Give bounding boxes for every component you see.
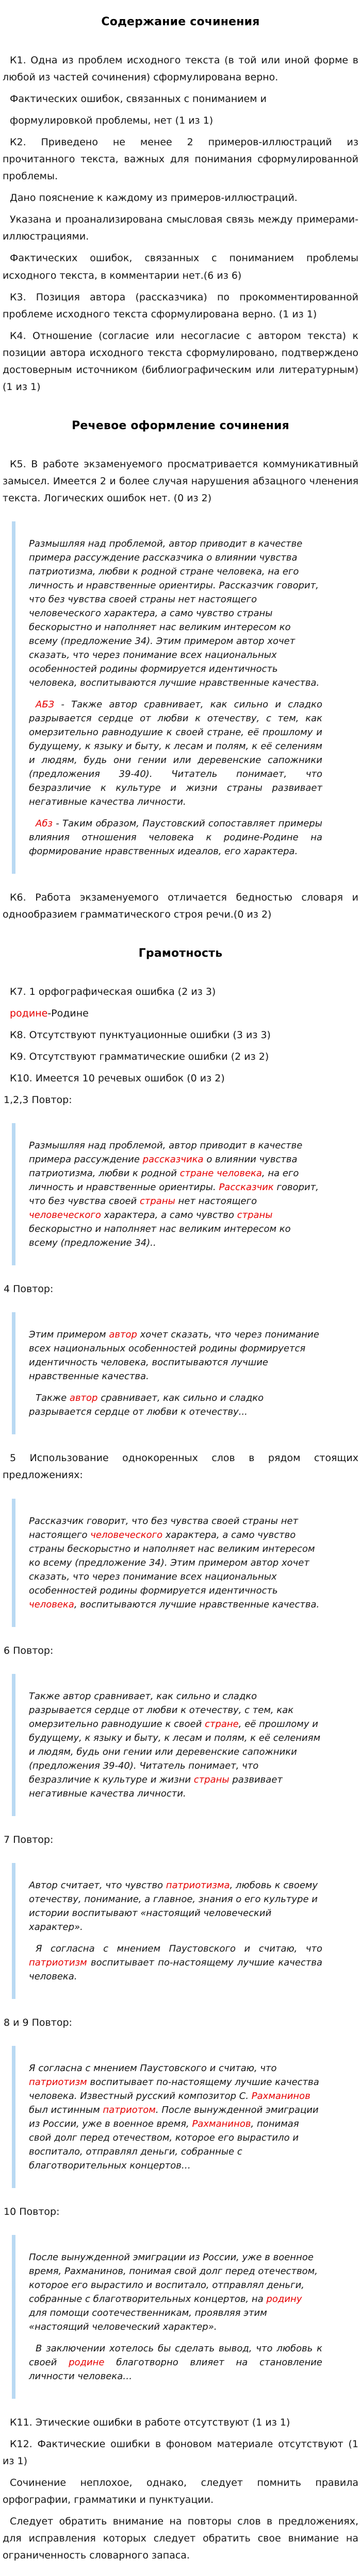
text-run: Размышляя над проблемой, автор приводит в качестве примера рассуждение рассказчика о влиянии чувства патриотизма, любви к родной стране человека, на его личность и нравственные ориентиры. Рассказчик говорит, что без чувства своей страны нет настоящего человеческого характера, а само чувство страны бескорыстно и наполняет нас великим интересом ко всему (предложение 34). Этим примером автор хочет сказать, что через понимание всех национальных особенностей родины формируется идентичность человека, воспитываются лучшие нравственные качества.: [29, 538, 320, 688]
section-heading: Содержание сочинения: [101, 15, 260, 28]
quote-paragraph: [29, 1689, 322, 1801]
paragraph: Фактических ошибок, связанных с пониманием проблемы исходного текста, в комментарии нет.(6 из 6): [3, 252, 358, 281]
paragraph: [3, 1005, 358, 1022]
text-run: Также автор сравнивает, как сильно и сладко разрывается сердце от любви к отечеству, с тем, как омерзительно равнодушие к своей: [29, 1690, 294, 1730]
error-highlight: родине: [10, 1008, 48, 1020]
error-highlight: страны: [139, 1196, 175, 1207]
text-run: , её прошлому и будущему, к языку и быту, к лесам и полям, к её селениям и людям, будь они гении или деревенские сапожники (предложения 39-40). Читатель понимает, что безразличие к культуре и жизни: [29, 1718, 321, 1785]
error-highlight: Рахманинов: [251, 2090, 310, 2102]
quote-block: [12, 1499, 327, 1627]
error-highlight: родину: [266, 2293, 302, 2304]
quote-paragraph: [29, 698, 322, 809]
text-run: бескорыстно и наполняет нас великим интересом ко всему (предложение 34)..: [29, 1224, 291, 1249]
text-run: Рассказчик говорит, что без чувства своей страны нет настоящего: [29, 1515, 299, 1540]
quote-block: [12, 1312, 327, 1434]
error-highlight: АБЗ: [36, 699, 55, 710]
paragraph: К2. Приведено не менее 2 примеров-иллюстраций из прочитанного текста, важных для понимания сформулированной проблемы.: [3, 137, 358, 182]
text-run: , на его личность и нравственные ориентиры.: [29, 1168, 299, 1193]
text-run: Также: [36, 1393, 70, 1404]
section-heading: Речевое оформление сочинения: [72, 419, 289, 432]
quote-block: [12, 2046, 327, 2188]
text-run: характера, а само чувство: [101, 1210, 237, 1221]
text-run: , любовь к своему отечеству, понимание, а главное, знания о его культуре и истории воспитывают «настоящий человеческий характер».: [29, 1879, 318, 1933]
quote-paragraph: [29, 537, 322, 690]
text-run: -Родине: [47, 1008, 89, 1020]
error-highlight: патриотизм: [29, 1957, 87, 1968]
text-run: воспитывает по-настоящему лучшие качества человека. Известный русский композитор С.: [29, 2076, 319, 2102]
quote-block: [12, 1674, 327, 1816]
text-run: , воспитываются лучшие нравственные качества.: [74, 1599, 320, 1610]
text-run: , понимая свой долг перед отечеством, которое его вырастило и воспитало, отправлял деньги, собранные с благотворительных концертов…: [29, 2118, 299, 2171]
quote-block: [12, 1863, 327, 1999]
text-run: . После вынужденной эмиграции из России, уже в военное время,: [29, 2104, 319, 2129]
text-run: говорит, что без чувства своей: [29, 1182, 319, 1207]
text-run: сравнивает, как сильно и сладко разрывается сердце от любви к отечеству...: [29, 1393, 264, 1418]
text-run: был истинным: [29, 2104, 103, 2115]
error-highlight: патриотом: [103, 2104, 156, 2115]
quote-block: [12, 521, 327, 874]
quote-block: [12, 2235, 327, 2399]
error-highlight: страны: [193, 1774, 229, 1785]
paragraph: К10. Имеется 10 речевых ошибок (0 из 2): [10, 1073, 225, 1084]
section-heading: Грамотность: [138, 947, 223, 960]
paragraph: К12. Фактические ошибки в фоновом материале отсутствуют (1 из 1): [3, 2438, 358, 2467]
error-highlight: Рассказчик: [219, 1182, 274, 1193]
text-run: - Также автор сравнивает, как сильно и сладко разрывается сердце от любви к отечеству, с тем, как омерзительно равнодушие к своей стране, её прошлому и будущему, к языку и быту, к лесам и полям, к её селениям и людям, будь они гении или деревенские сапожники (предложения 39-40). Читатель понимает, что безразличие к культуре и жизни страны развивает негативные качества личности.: [29, 699, 322, 807]
error-highlight: автор: [69, 1393, 98, 1404]
paragraph: К6. Работа экзаменуемого отличается бедностью словаря и однообразием грамматического строя речи.(0 из 2): [3, 891, 358, 921]
error-highlight: страны: [237, 1210, 273, 1221]
text-run: характера, а само чувство страны бескорыстно и наполняет нас великим интересом ко всему (предложение 34). Этим примером автор хочет сказать, что через понимание всех национальных особенностей родины формируется идентичность: [29, 1529, 315, 1596]
text-run: воспитывает по-настоящему лучшие качества человека.: [29, 1957, 322, 1982]
paragraph: К8. Отсутствуют пунктуационные ошибки (3 из 3): [10, 1029, 271, 1041]
text-run: о влиянии чувства патриотизма, любви к родной: [29, 1154, 298, 1179]
text-run: нет настоящего: [175, 1196, 257, 1207]
quote-paragraph: [29, 1391, 322, 1419]
paragraph: К1. Одна из проблем исходного текста (в той или иной форме в любой из частей сочинения) сформулирована верно.: [3, 55, 358, 83]
text-run: благотворно влияет на становление личности человека…: [29, 2357, 322, 2382]
repeat-label: 6 Повтор:: [4, 1645, 54, 1656]
repeat-label: 10 Повтор:: [4, 2206, 60, 2217]
text-run: После вынужденной эмиграции из России, уже в военное время, Рахманинов, понимая свой долг перед отечеством, которое его вырастило и воспитало, отправлял деньги, собранные с благотворительных концертов, на: [29, 2251, 318, 2304]
text-run: Этим примером: [29, 1329, 109, 1341]
text-run: - Таким образом, Паустовский сопоставляет примеры влияния отношения человека к родине-Родине на формирование нравственных идеалов, его характера.: [29, 818, 322, 857]
paragraph: К5. В работе экзаменуемого просматривается коммуникативный замысел. Имеется 2 и более случая нарушения абзацного членения текста. Логических ошибок нет. (0 из 2): [3, 458, 358, 504]
error-highlight: автор: [109, 1329, 137, 1341]
paragraph: Следует обратить внимание на повторы слов в предложениях, для исправления которых следует обратить свое внимание на ограниченность словарного запаса.: [3, 2515, 358, 2562]
paragraph: Дано пояснение к каждому из примеров-иллюстраций.: [10, 192, 298, 204]
quote-paragraph: [29, 2061, 322, 2173]
quote-paragraph: [29, 1878, 322, 1934]
paragraph: 5 Использование однокоренных слов в рядом стоящих предложениях:: [3, 1452, 358, 1481]
text-run: развивает негативные качества личности.: [29, 1774, 283, 1799]
error-highlight: родине: [69, 2357, 105, 2368]
repeat-label: 1,2,3 Повтор:: [4, 1094, 72, 1106]
quote-paragraph: [29, 1514, 322, 1612]
paragraph: Указана и проанализирована смысловая связь между примерами-иллюстрациями.: [3, 214, 358, 243]
paragraph: К3. Позиция автора (рассказчика) по прокомментированной проблеме исходного текста сформулирована верно. (1 из 1): [3, 291, 358, 320]
repeat-label: 7 Повтор:: [4, 1834, 54, 1845]
paragraph: формулировкой проблемы, нет (1 из 1): [10, 115, 214, 127]
text-run: Я согласна с мнением Паустовского и считаю, что: [36, 1943, 322, 1954]
error-highlight: Абз: [36, 818, 53, 829]
paragraph: К9. Отсутствуют грамматические ошибки (2 из 2): [10, 1051, 269, 1063]
paragraph: Сочинение неплохое, однако, следует помнить правила орфографии, грамматики и пунктуации.: [3, 2477, 358, 2505]
error-highlight: патриотизм: [29, 2076, 87, 2088]
paragraph: К7. 1 орфографическая ошибка (2 из 3): [10, 986, 216, 998]
quote-block: [12, 1123, 327, 1265]
repeat-label: 8 и 9 Повтор:: [4, 2016, 72, 2028]
text-run: Я согласна с мнением Паустовского и считаю, что: [29, 2062, 277, 2074]
error-highlight: человеческого: [90, 1529, 163, 1540]
quote-paragraph: [29, 1328, 322, 1383]
quote-paragraph: [29, 1139, 322, 1250]
text-run: В заключении хотелось бы сделать вывод, что любовь к своей: [29, 2343, 322, 2368]
text-run: Автор считает, что чувство: [29, 1879, 166, 1891]
paragraph: К11. Этические ошибки в работе отсутствуют (1 из 1): [10, 2416, 290, 2428]
error-highlight: человека: [29, 1599, 74, 1610]
error-highlight: Рахманинов: [192, 2118, 251, 2129]
text-run: Размышляя над проблемой, автор приводит в качестве примера рассуждение: [29, 1140, 303, 1165]
error-highlight: патриотизма: [166, 1879, 230, 1891]
quote-paragraph: [29, 817, 322, 858]
error-highlight: стране человека: [179, 1168, 262, 1179]
error-highlight: человеческого: [29, 1210, 101, 1221]
text-run: хочет сказать, что через понимание всех национальных особенностей родины формируется идентичность человека, воспитываются лучшие нравственные качества.: [29, 1329, 319, 1382]
error-highlight: стране: [205, 1718, 239, 1730]
quote-paragraph: [29, 2342, 322, 2383]
quote-paragraph: [29, 2250, 322, 2334]
repeat-label: 4 Повтор:: [4, 1283, 54, 1295]
paragraph: К4. Отношение (согласие или несогласие с автором текста) к позиции автора исходного текста сформулировано, подтверждено достоверным источником (библиографическим или литературным) (1 из 1): [3, 330, 358, 393]
quote-paragraph: [29, 1942, 322, 1984]
paragraph: Фактических ошибок, связанных с пониманием и: [10, 93, 267, 105]
text-run: для помощи соотечественникам, проявляя этим «настоящий человеческий характер».: [29, 2307, 267, 2332]
error-highlight: рассказчика: [142, 1154, 204, 1165]
